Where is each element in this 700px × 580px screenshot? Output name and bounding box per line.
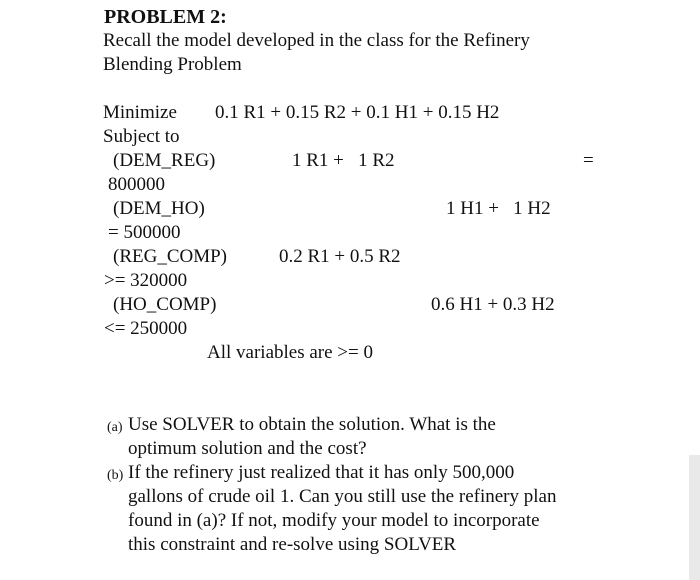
intro-line-1: Recall the model developed in the class for the Refinery: [103, 30, 530, 51]
question-b-line-3: found in (a)? If not, modify your model to incorporate: [128, 510, 540, 531]
question-b-line-1: If the refinery just realized that it has only 500,000: [128, 462, 515, 483]
constraint-expr-dem-ho: 1 H1 + 1 H2: [446, 198, 551, 219]
question-b-label: (b): [107, 468, 124, 483]
question-a-label: (a): [107, 420, 123, 435]
question-a-line-2: optimum solution and the cost?: [128, 438, 367, 459]
intro-line-2: Blending Problem: [103, 54, 242, 75]
constraint-rhs-dem-ho: = 500000: [108, 222, 181, 243]
constraint-name-reg-comp: (REG_COMP): [113, 246, 228, 267]
minimize-label: Minimize: [103, 102, 177, 123]
constraint-rhs-reg-comp: >= 320000: [104, 270, 188, 291]
constraint-name-dem-ho: (DEM_HO): [113, 198, 205, 219]
constraint-expr-reg-comp: 0.2 R1 + 0.5 R2: [279, 246, 401, 267]
nonnegativity-statement: All variables are >= 0: [207, 342, 373, 363]
constraint-relation-dem-reg: =: [583, 150, 594, 171]
constraint-expr-dem-reg: 1 R1 + 1 R2: [292, 150, 395, 171]
constraint-rhs-dem-reg: 800000: [108, 174, 165, 195]
constraint-name-ho-comp: (HO_COMP): [113, 294, 217, 315]
subject-to-label: Subject to: [103, 126, 180, 147]
question-b-line-4: this constraint and re-solve using SOLVER: [128, 534, 457, 555]
constraint-expr-ho-comp: 0.6 H1 + 0.3 H2: [431, 294, 555, 315]
question-b-line-2: gallons of crude oil 1. Can you still use the refinery plan: [128, 486, 557, 507]
question-a-line-1: Use SOLVER to obtain the solution. What is the: [128, 414, 496, 435]
constraint-name-dem-reg: (DEM_REG): [113, 150, 216, 171]
problem-title: PROBLEM 2:: [104, 6, 227, 28]
constraint-rhs-ho-comp: <= 250000: [104, 318, 188, 339]
objective-function: 0.1 R1 + 0.15 R2 + 0.1 H1 + 0.15 H2: [215, 102, 500, 123]
page-edge-shadow: [689, 455, 700, 580]
